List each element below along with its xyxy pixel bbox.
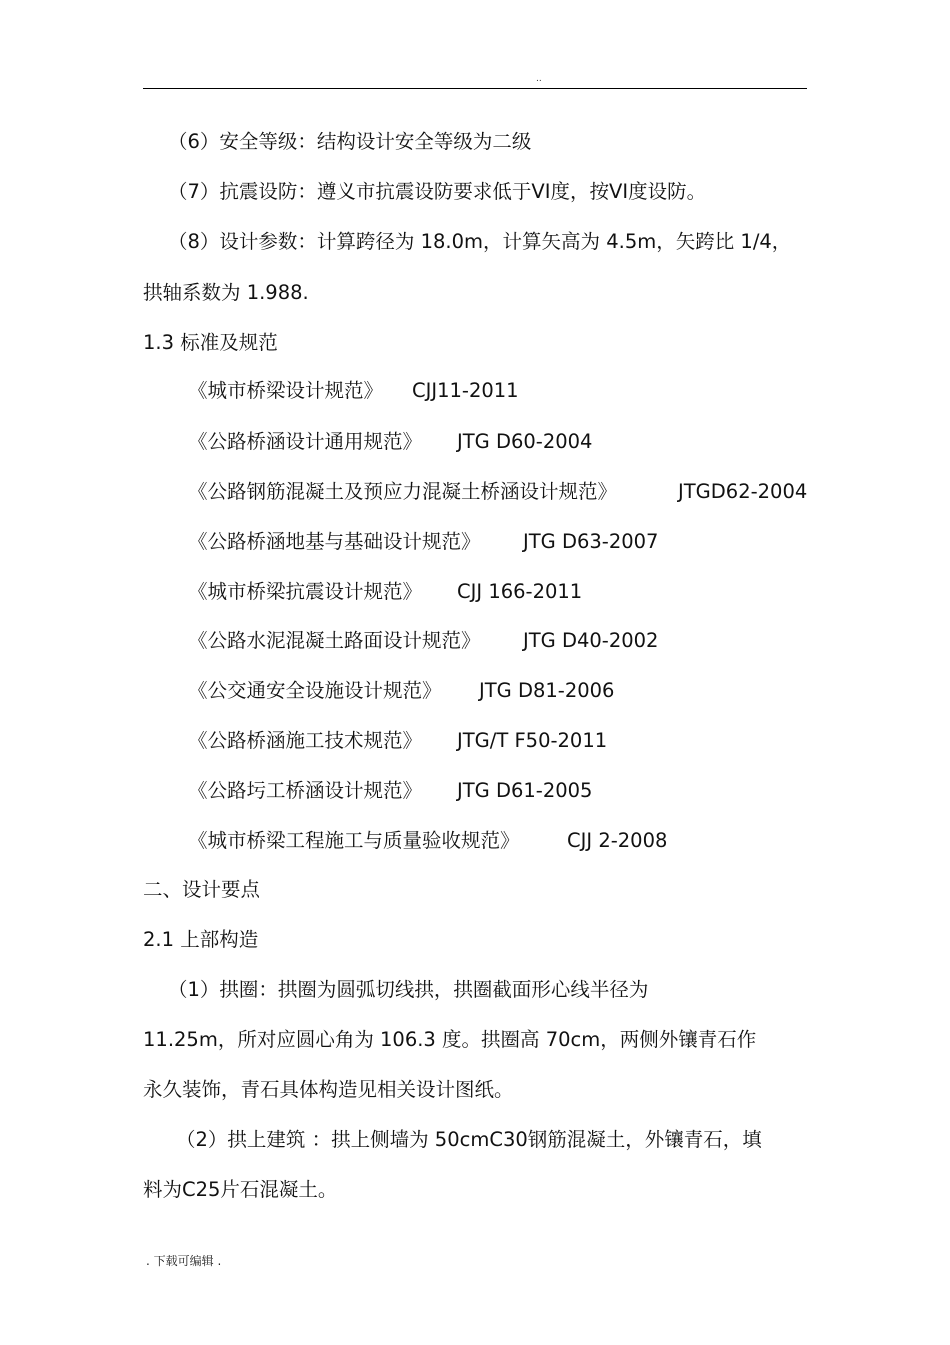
standard-code: CJJ 166-2011 [457,580,583,603]
standard-code: JTG D60-2004 [457,430,593,453]
paragraph-arch-ring-line2: 11.25m，所对应圆心角为 106.3 度。拱圈高 70cm，两侧外镶青石作 [143,1028,757,1051]
standard-code: CJJ11-2011 [412,379,519,402]
footer-note: . 下载可编辑 . [146,1254,222,1268]
section-heading-design-points: 二、设计要点 [143,878,261,901]
standard-code: JTGD62-2004 [678,480,808,503]
header-rule [143,88,807,89]
standard-name: 《城市桥梁抗震设计规范》 [188,580,423,603]
item-seismic: （7）抗震设防：遵义市抗震设防要求低于VI度，按VI度设防。 [168,180,707,203]
standard-code: JTG D81-2006 [479,679,615,702]
paragraph-arch-ring-line3: 永久装饰，青石具体构造见相关设计图纸。 [143,1078,514,1101]
item-safety-level: （6）安全等级：结构设计安全等级为二级 [168,130,532,153]
item-design-params-cont: 拱轴系数为 1.988. [143,281,309,304]
standard-name: 《公路桥涵施工技术规范》 [188,729,423,752]
standard-code: JTG D61-2005 [457,779,593,802]
item-design-params: （8）设计参数：计算跨径为 18.0m，计算矢高为 4.5m，矢跨比 1/4， [168,230,792,253]
header-mark: .. [536,74,542,84]
standard-code: CJJ 2-2008 [567,829,668,852]
subsection-heading-superstructure: 2.1 上部构造 [143,928,259,951]
standard-name: 《公路桥涵地基与基础设计规范》 [188,530,481,553]
standard-name: 《公路桥涵设计通用规范》 [188,430,423,453]
standard-name: 《公路圬工桥涵设计规范》 [188,779,423,802]
standard-name: 《公路水泥混凝土路面设计规范》 [188,629,481,652]
standard-name: 《城市桥梁设计规范》 [188,379,384,402]
paragraph-spandrel-line2: 料为C25片石混凝土。 [143,1178,338,1201]
paragraph-arch-ring-line1: （1）拱圈：拱圈为圆弧切线拱，拱圈截面形心线半径为 [168,978,649,1001]
standard-name: 《公路钢筋混凝土及预应力混凝土桥涵设计规范》 [188,480,618,503]
paragraph-spandrel-line1: （2）拱上建筑 ：拱上侧墙为 50cmC30钢筋混凝土，外镶青石，填 [176,1128,762,1151]
standard-code: JTG/T F50-2011 [457,729,608,752]
standard-name: 《城市桥梁工程施工与质量验收规范》 [188,829,520,852]
section-heading-standards: 1.3 标准及规范 [143,331,278,354]
standard-code: JTG D63-2007 [523,530,659,553]
standard-code: JTG D40-2002 [523,629,659,652]
standard-name: 《公交通安全设施设计规范》 [188,679,442,702]
